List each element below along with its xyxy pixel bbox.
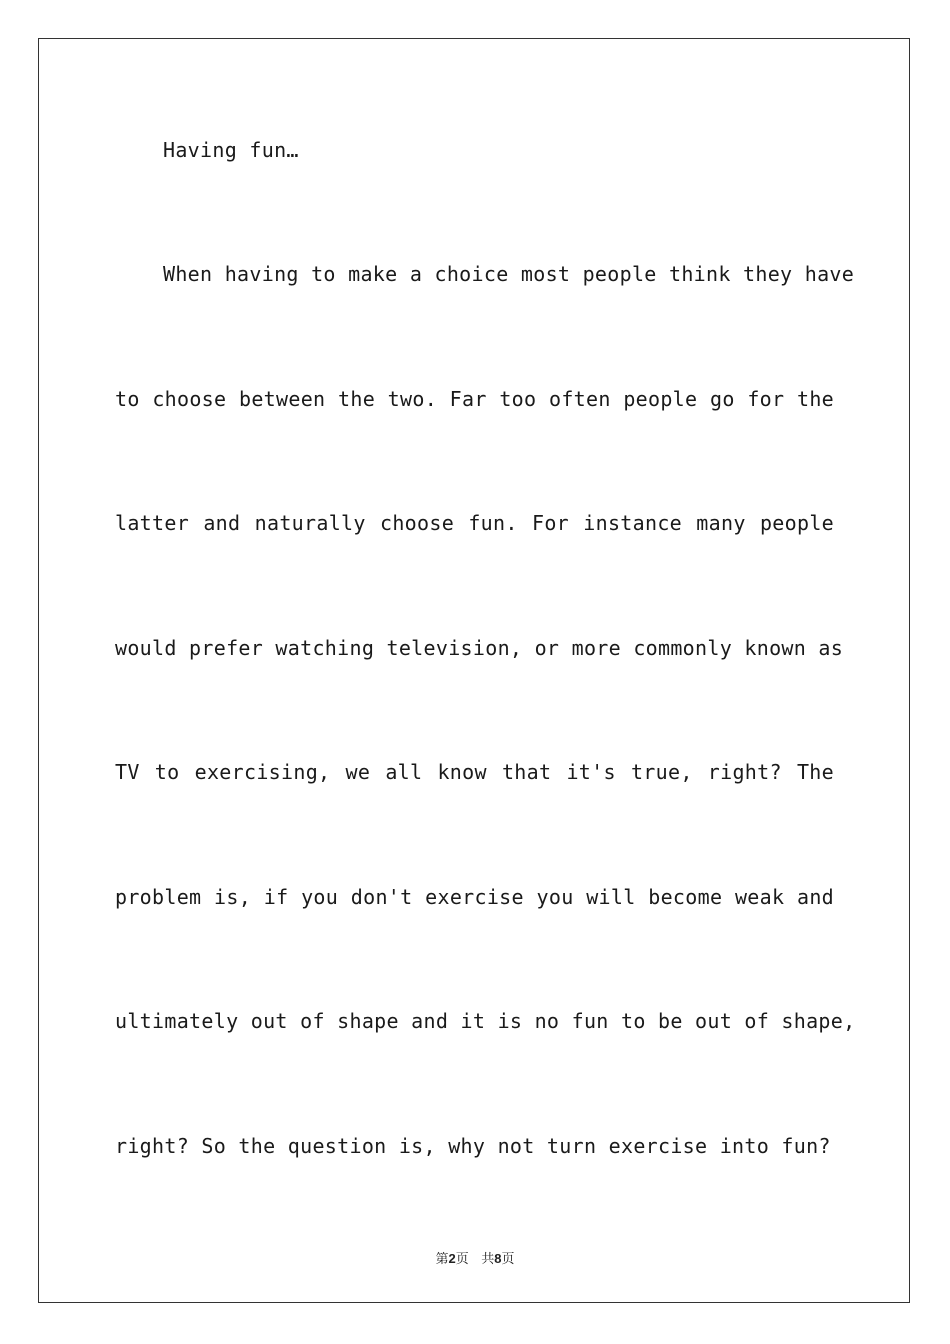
paragraph-line-7: ultimately out of shape and it is no fun to be out of shape, bbox=[115, 1009, 856, 1033]
total-suffix: 页 bbox=[501, 1252, 515, 1267]
page-suffix: 页 bbox=[455, 1252, 469, 1267]
page-prefix: 第 bbox=[435, 1252, 449, 1267]
page-footer bbox=[0, 1248, 950, 1267]
paragraph-line-3: latter and naturally choose fun. For instance many people bbox=[115, 511, 834, 535]
paragraph-line-4: would prefer watching television, or more commonly known as bbox=[115, 636, 844, 660]
total-pages: 8 bbox=[494, 1251, 502, 1266]
paragraph-line-8: right? So the question is, why not turn exercise into fun? bbox=[115, 1134, 831, 1158]
heading: Having fun… bbox=[163, 138, 299, 162]
paragraph-line-1: When having to make a choice most people think they have bbox=[163, 262, 855, 286]
page-frame bbox=[38, 38, 910, 1303]
page-number: 2 bbox=[448, 1251, 456, 1266]
paragraph-line-6: problem is, if you don't exercise you will become weak and bbox=[115, 885, 834, 909]
total-prefix: 共 bbox=[481, 1252, 495, 1267]
paragraph-line-2: to choose between the two. Far too often people go for the bbox=[115, 387, 834, 411]
paragraph-line-5: TV to exercising, we all know that it's true, right? The bbox=[115, 760, 834, 784]
